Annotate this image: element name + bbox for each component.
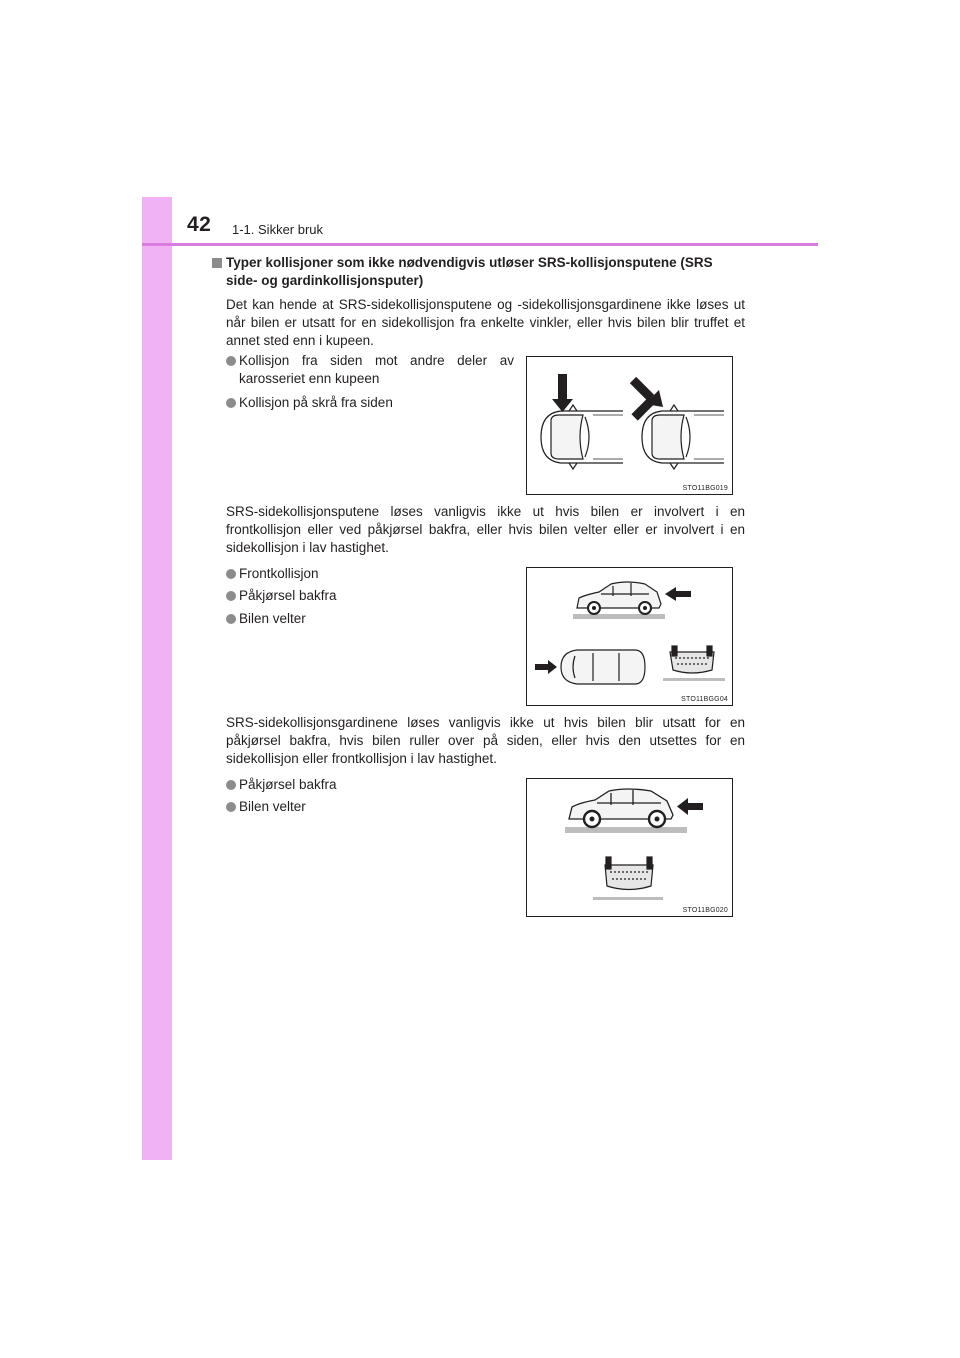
list-item-text: Påkjørsel bakfra (239, 777, 337, 792)
intro-paragraph: Det kan hende at SRS-sidekollisjonsputene og -sidekollisjonsgardinene ikke løses ut når bilen er utsatt for en sidekollisjon fra enkelte vinkler, eller hvis bilen blir truffet et annet sted enn i kupeen. (226, 297, 745, 348)
front-rear-rollover-illustration (527, 568, 732, 705)
list-item (226, 587, 337, 605)
paragraph: SRS-sidekollisjonsputene løses vanligvis ikke ut hvis bilen er involvert i en frontkollisjon eller ved påkjørsel bakfra, eller hvis bilen velter eller er involvert i en sidekollisjon i lav hastighet. (226, 504, 745, 555)
circle-bullet-icon (226, 802, 236, 812)
list-item (226, 776, 337, 794)
list-item-text: Bilen velter (239, 611, 306, 626)
side-collision-illustration (527, 357, 732, 494)
page-number: 42 (187, 213, 212, 236)
figure-side-collision (526, 356, 733, 495)
list-item (226, 798, 306, 816)
figure-front-rear-rollover (526, 567, 733, 706)
list-item-text: Kollisjon på skrå fra siden (239, 395, 393, 410)
list-item-text: Frontkollisjon (239, 566, 319, 581)
list-item (226, 352, 514, 387)
figure-rear-rollover (526, 778, 733, 917)
circle-bullet-icon (226, 591, 236, 601)
circle-bullet-icon (226, 569, 236, 579)
circle-bullet-icon (226, 356, 236, 366)
subsection-heading (212, 254, 745, 289)
circle-bullet-icon (226, 614, 236, 624)
circle-bullet-icon (226, 780, 236, 790)
figure-code: STO11BGG04 (681, 696, 728, 703)
square-bullet-icon (212, 258, 222, 268)
list-item-text: Påkjørsel bakfra (239, 588, 337, 603)
section-title: 1-1. Sikker bruk (232, 222, 324, 237)
list-item (226, 610, 306, 628)
subsection-heading-text: Typer kollisjoner som ikke nødvendigvis utløser SRS-kollisjonsputene (SRS side- og gardinkollisjonsputer) (226, 255, 713, 288)
rear-rollover-illustration (527, 779, 732, 916)
chapter-sidebar-tab (142, 197, 172, 1160)
header-rule (142, 243, 818, 246)
paragraph: SRS-sidekollisjonsgardinene løses vanligvis ikke ut hvis bilen blir utsatt for en påkjørsel bakfra, hvis bilen ruller over på siden, eller hvis den utsettes for en sidekollisjon eller frontkollisjon i lav hastighet. (226, 715, 745, 766)
figure-code: STO11BG020 (682, 907, 728, 914)
list-item (226, 565, 319, 583)
list-item-text: Kollisjon fra siden mot andre deler av karosseriet enn kupeen (239, 353, 514, 386)
list-item-text: Bilen velter (239, 799, 306, 814)
list-item (226, 394, 393, 412)
figure-code: STO11BG019 (682, 485, 728, 492)
circle-bullet-icon (226, 398, 236, 408)
